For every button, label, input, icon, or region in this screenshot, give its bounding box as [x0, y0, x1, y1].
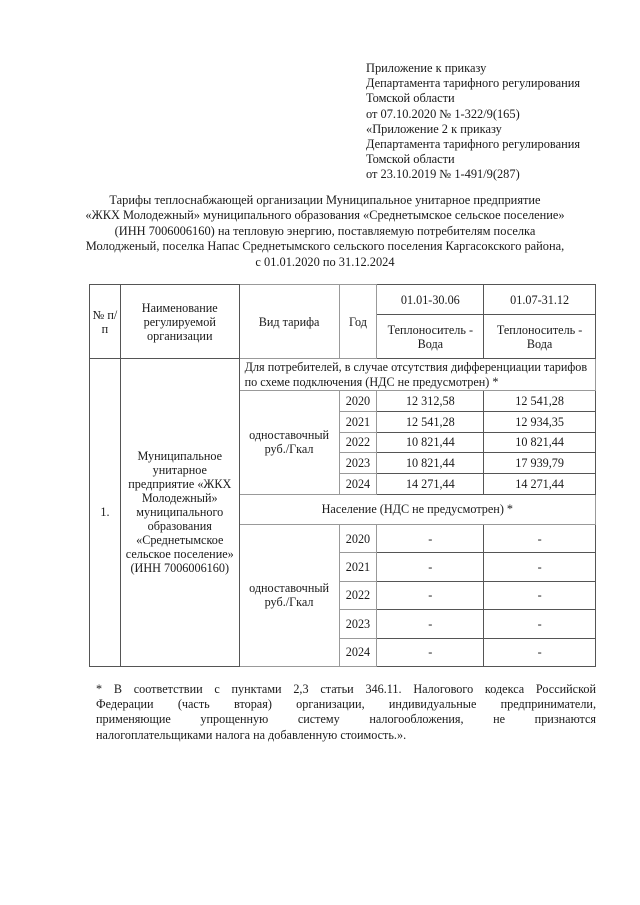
tariff-type: одноставочный руб./Гкал	[239, 391, 339, 495]
header-carrier-1: Теплоноситель - Вода	[377, 315, 484, 359]
appendix-line: Департамента тарифного регулирования	[366, 76, 581, 91]
tariff-type: одноставочный руб./Гкал	[239, 524, 339, 666]
year-cell: 2021	[339, 411, 377, 432]
value-period-1: -	[377, 581, 484, 609]
tariff-table	[89, 284, 596, 667]
footnote-line: применяющие упрощенную систему налогообложения, не признаются	[96, 712, 596, 727]
footnote-line: * В соответствии с пунктами 2,3 статьи 346.11. Налогового кодекса Российской	[96, 682, 596, 696]
value-period-1: -	[377, 638, 484, 666]
organization-name: Муниципальное унитарное предприятие «ЖКХ Молодежный» муниципального образования «Среднетымское сельское поселение» (ИНН 7006006160)	[120, 359, 239, 667]
value-period-2: -	[484, 610, 596, 638]
year-cell: 2024	[339, 638, 377, 666]
value-period-2: 17 939,79	[484, 453, 596, 474]
header-organization: Наименование регулируемой организации	[120, 285, 239, 359]
year-cell: 2023	[339, 453, 377, 474]
year-cell: 2024	[339, 474, 377, 495]
value-period-2: 12 541,28	[484, 391, 596, 412]
appendix-line: от 23.10.2019 № 1-491/9(287)	[366, 167, 520, 182]
footnote-line: Федерации (часть вторая) организации, индивидуальные предприниматели,	[96, 697, 596, 712]
appendix-line: Томской области	[366, 152, 455, 167]
value-period-2: -	[484, 638, 596, 666]
header-num: № п/п	[90, 285, 121, 359]
title-line: Молодженый, поселка Напас Среднетымского сельского поселения Каргасокского района,	[85, 239, 565, 254]
header-year: Год	[339, 285, 377, 359]
year-cell: 2020	[339, 391, 377, 412]
section-row	[90, 359, 596, 391]
value-period-1: 14 271,44	[377, 474, 484, 495]
value-period-2: 10 821,44	[484, 432, 596, 453]
header-row	[90, 285, 596, 315]
value-period-2: -	[484, 553, 596, 581]
value-period-2: 14 271,44	[484, 474, 596, 495]
title-line: Тарифы теплоснабжающей организации Муниципальное унитарное предприятие	[109, 193, 541, 207]
appendix-line: «Приложение 2 к приказу	[366, 121, 502, 136]
header-carrier-2: Теплоноситель - Вода	[484, 315, 596, 359]
year-cell: 2023	[339, 610, 377, 638]
value-period-2: 12 934,35	[484, 411, 596, 432]
section-title: Население (НДС не предусмотрен) *	[239, 494, 595, 524]
year-cell: 2021	[339, 553, 377, 581]
title-line: «ЖКХ Молодежный» муниципального образования «Среднетымское сельское поселение»	[85, 208, 565, 223]
appendix-line: Томской области	[366, 91, 455, 106]
value-period-1: 12 541,28	[377, 411, 484, 432]
value-period-2: -	[484, 581, 596, 609]
document-title	[70, 193, 580, 270]
value-period-2: -	[484, 524, 596, 552]
header-period-2: 01.07-31.12	[484, 285, 596, 315]
section-title: Для потребителей, в случае отсутствия дифференциации тарифов по схеме подключения (НДС не предусмотрен) *	[239, 359, 595, 391]
year-cell: 2022	[339, 581, 377, 609]
appendix-line: Департамента тарифного регулирования	[366, 137, 581, 152]
header-period-1: 01.01-30.06	[377, 285, 484, 315]
value-period-1: -	[377, 553, 484, 581]
value-period-1: -	[377, 610, 484, 638]
footnote	[96, 682, 596, 743]
appendix-line: Приложение к приказу	[366, 61, 487, 75]
value-period-1: 10 821,44	[377, 453, 484, 474]
value-period-1: -	[377, 524, 484, 552]
year-cell: 2020	[339, 524, 377, 552]
value-period-1: 10 821,44	[377, 432, 484, 453]
appendix-line: от 07.10.2020 № 1-322/9(165)	[366, 106, 520, 121]
header-tariff-type: Вид тарифа	[239, 285, 339, 359]
title-line: с 01.01.2020 по 31.12.2024	[255, 254, 395, 269]
row-number: 1.	[90, 359, 121, 667]
footnote-line: налогоплательщиками налога на добавленную стоимость.».	[96, 727, 407, 742]
year-cell: 2022	[339, 432, 377, 453]
title-line: (ИНН 7006006160) на тепловую энергию, поставляемую потребителям поселка	[114, 223, 536, 238]
appendix-header	[366, 61, 580, 183]
value-period-1: 12 312,58	[377, 391, 484, 412]
